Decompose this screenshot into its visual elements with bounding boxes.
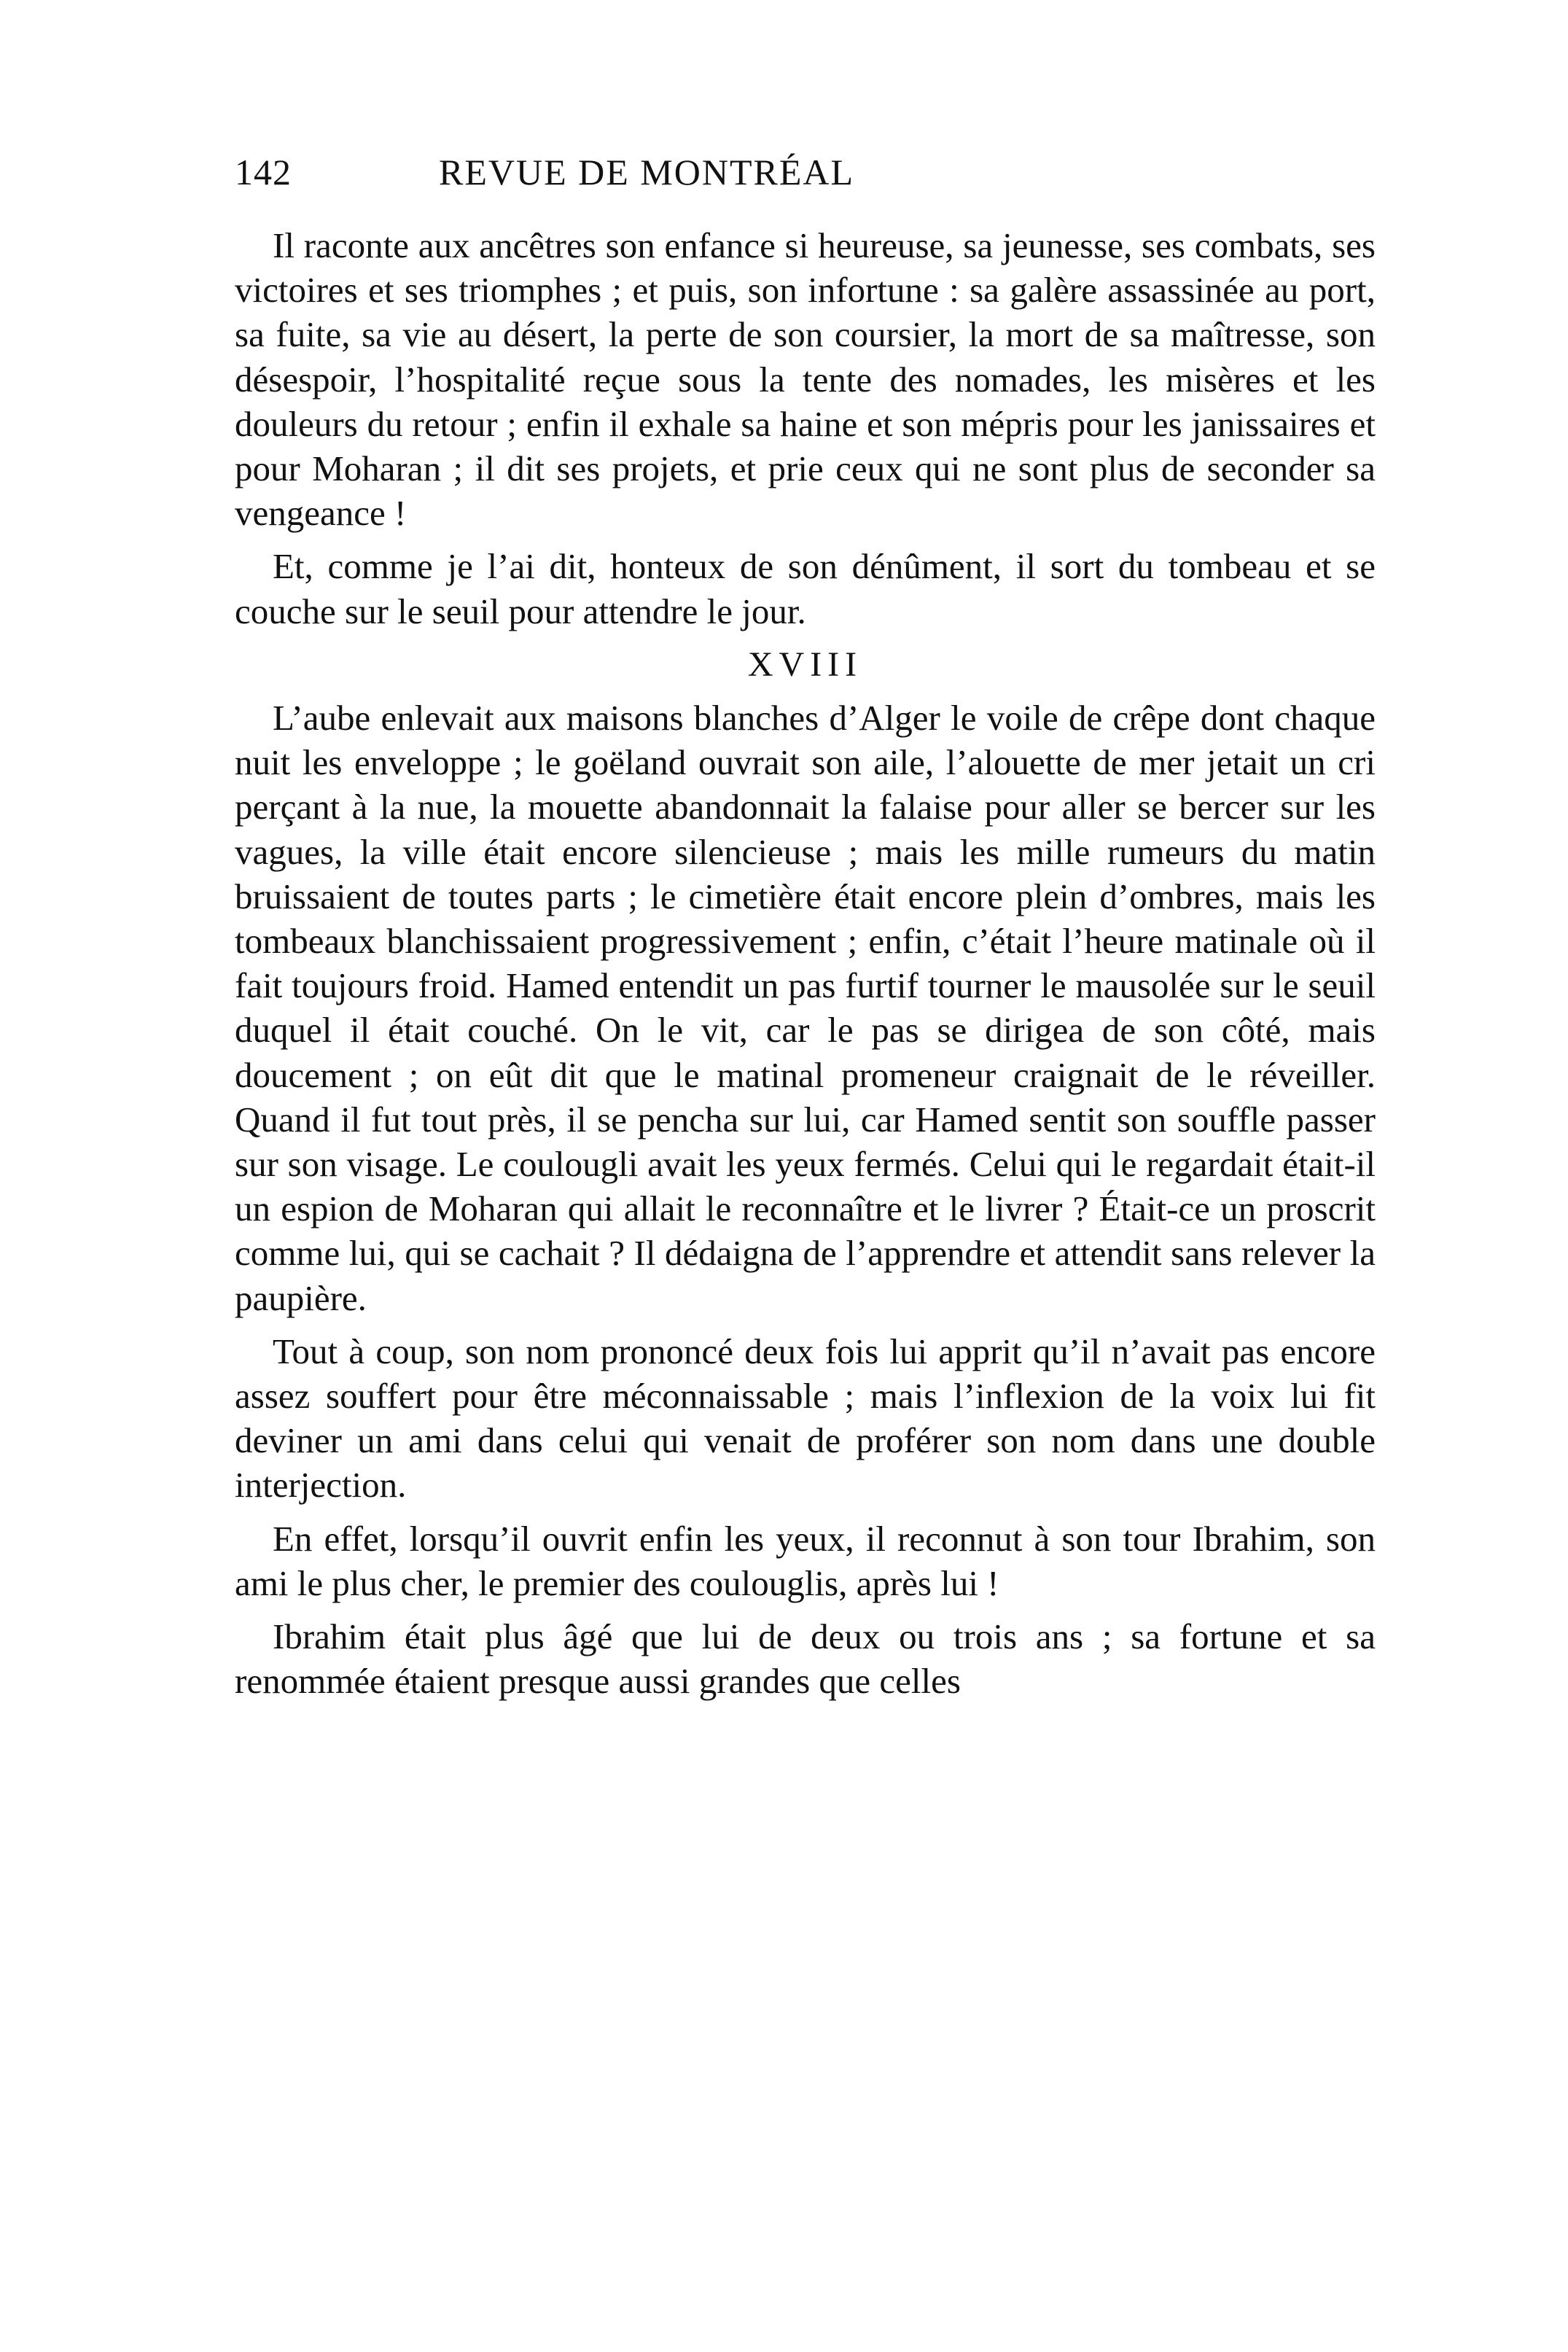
paragraph: Et, comme je l’ai dit, honteux de son dénûment, il sort du tombeau et se couche sur le seuil pour attendre le jour. bbox=[235, 546, 1376, 631]
paragraph: L’aube enlevait aux maisons blanches d’Alger le voile de crêpe dont chaque nuit les enveloppe ; le goëland ouvrait son aile, l’alouette de mer jetait un cri perçant à la nue, la mouette abandonnait la falaise pour aller se bercer sur les vagues, la ville était encore silencieuse ; mais les mille rumeurs du matin bruissaient de toutes parts ; le cimetière était encore plein d’ombres, mais les tombeaux blanchissaient progressivement ; enfin, c’était l’heure matinale où il fait toujours froid. Hamed entendit un pas furtif tourner le mausolée sur le seuil duquel il était couché. On le vit, car le pas se dirigea de son côté, mais doucement ; on eût dit que le matinal promeneur craignait de le réveiller. Quand il fut tout près, il se pencha sur lui, car Hamed sentit son souffle passer sur son visage. Le coulougli avait les yeux fermés. Celui qui le regardait était-il un espion de Moharan qui allait le reconnaître et le livrer ? Était-ce un proscrit comme lui, qui se cachait ? Il dédaigna de l’apprendre et attendit sans relever la paupière. bbox=[235, 698, 1376, 1318]
paragraph: Ibrahim était plus âgé que lui de deux ou trois ans ; sa fortune et sa renommée étaient presque aussi grandes que celles bbox=[235, 1616, 1376, 1702]
page-header bbox=[235, 143, 1058, 201]
paragraph: Il raconte aux ancêtres son enfance si heureuse, sa jeunesse, ses combats, ses victoires et ses triomphes ; et puis, son infortune : sa galère assassinée au port, sa fuite, sa vie au désert, la perte de son coursier, la mort de sa maîtresse, son désespoir, l’hospitalité reçue sous la tente des nomades, les misères et les douleurs du retour ; enfin il exhale sa haine et son mépris pour les janissaires et pour Moharan ; il dit ses projets, et prie ceux qui ne sont plus de seconder sa vengeance ! bbox=[235, 225, 1376, 534]
running-title: REVUE DE MONTRÉAL bbox=[438, 152, 855, 192]
body-text bbox=[235, 223, 1376, 1704]
paragraph: Tout à coup, son nom prononcé deux fois lui apprit qu’il n’avait pas encore assez souffert pour être méconnaissable ; mais l’inflexion de la voix lui fit deviner un ami dans celui qui venait de proférer son nom dans une double interjection. bbox=[235, 1331, 1376, 1506]
paragraph: En effet, lorsqu’il ouvrit enfin les yeux, il reconnut à son tour Ibrahim, son ami le plus cher, le premier des coulouglis, après lui ! bbox=[235, 1518, 1376, 1603]
page-number: 142 bbox=[235, 152, 292, 192]
section-heading: XVIII bbox=[747, 645, 863, 684]
